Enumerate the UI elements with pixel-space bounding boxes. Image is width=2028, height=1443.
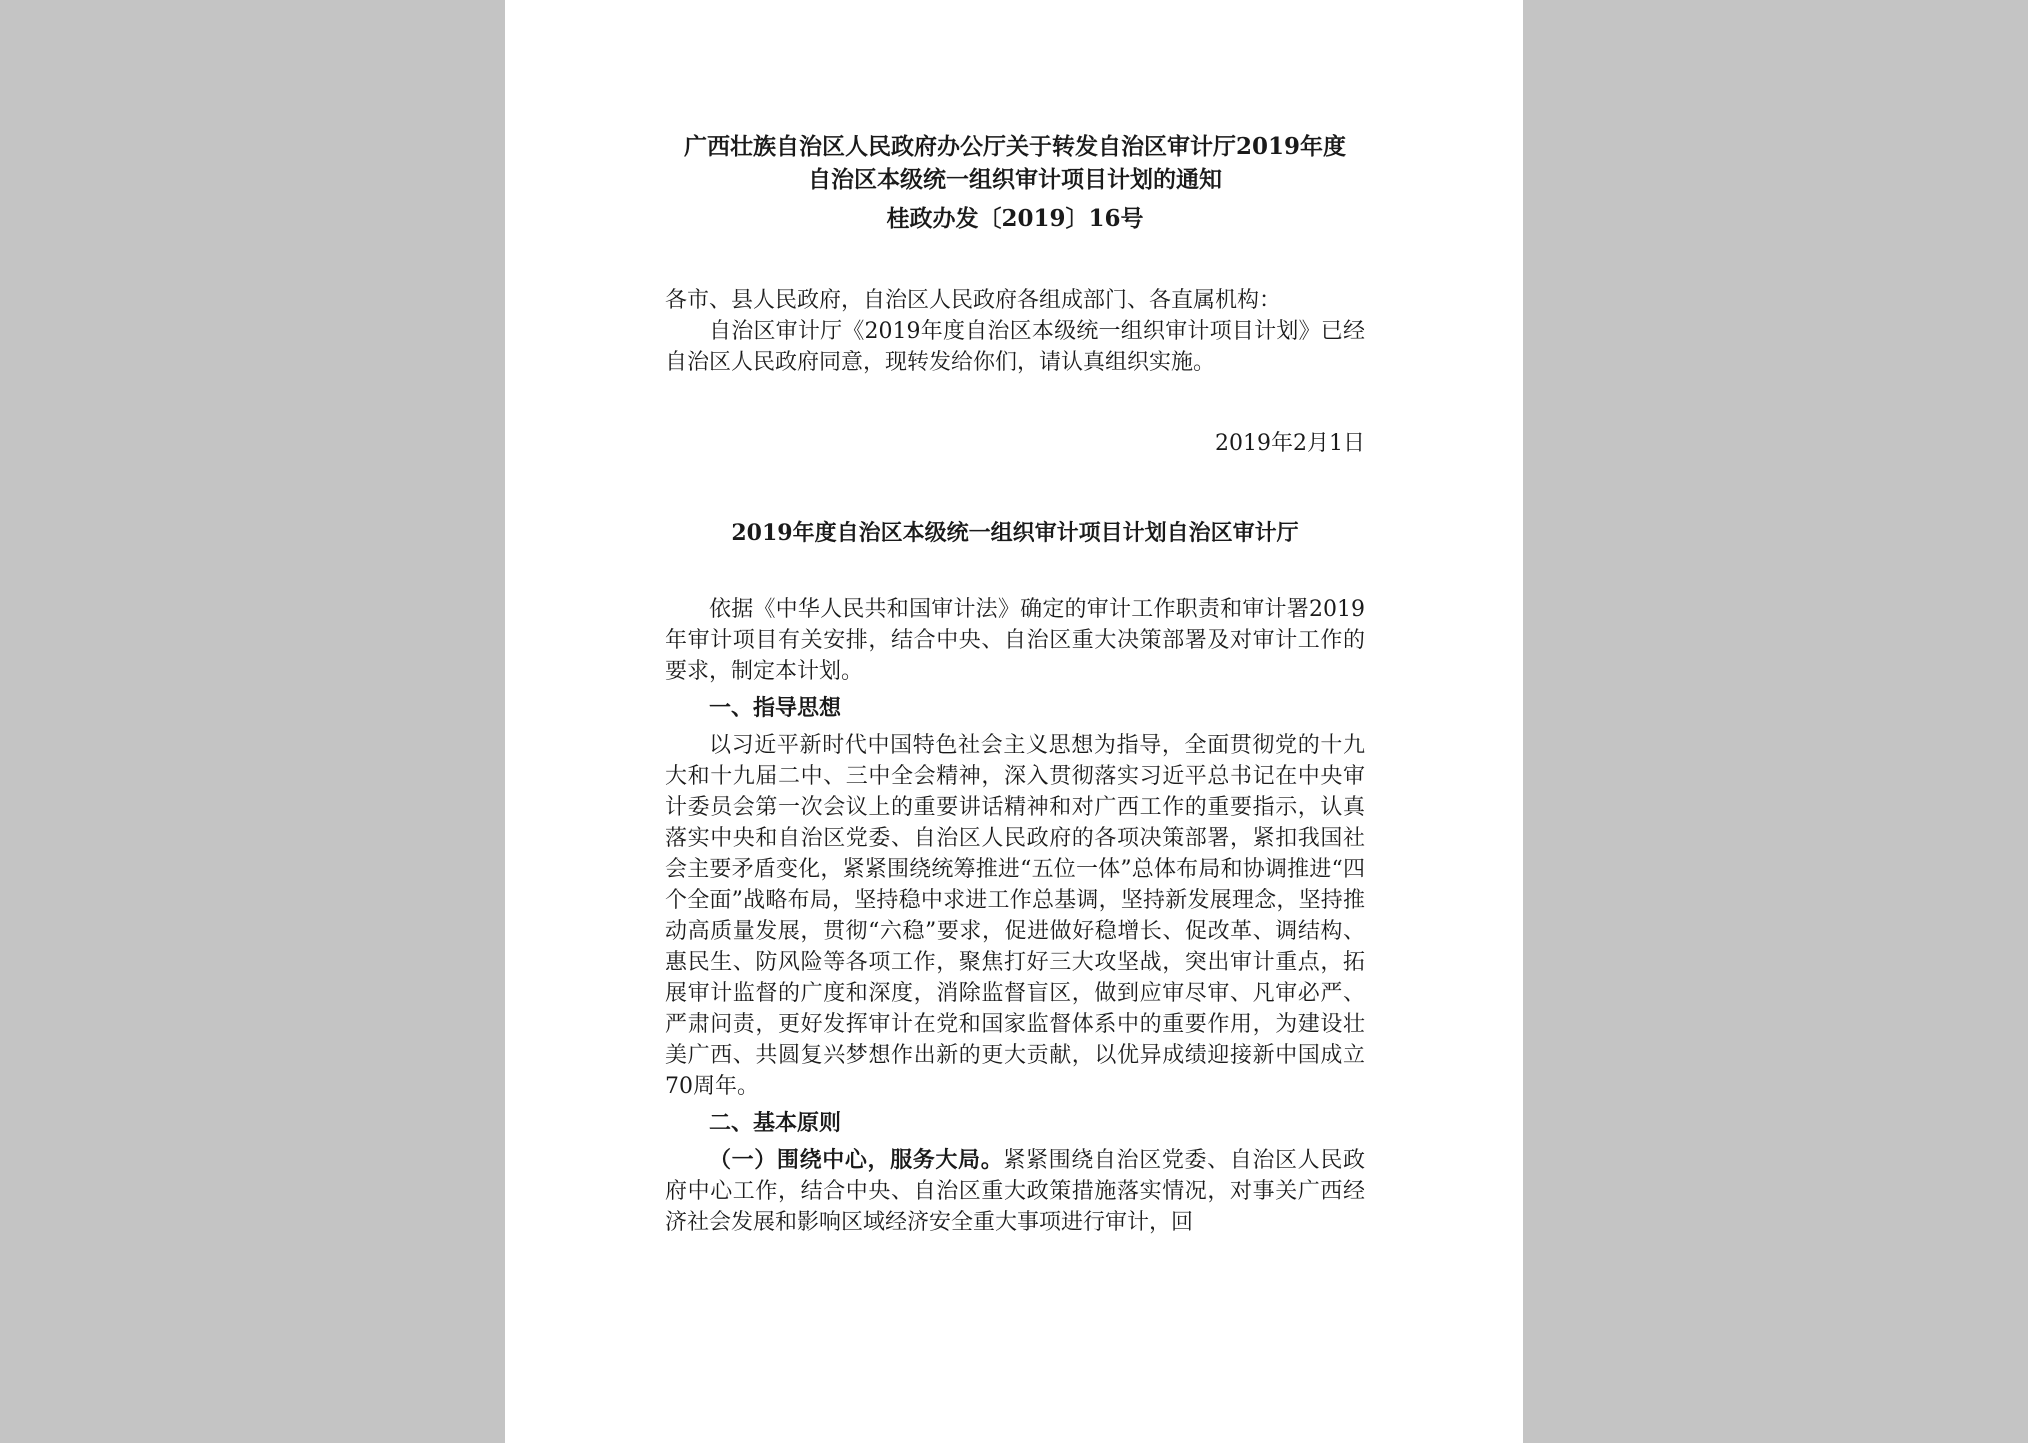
plan-subtitle: 2019年度自治区本级统一组织审计项目计划自治区审计厅 bbox=[731, 520, 1299, 546]
basis-paragraph: 依据《中华人民共和国审计法》确定的审计工作职责和审计署2019年审计项目有关安排，结合中央、自治区重大决策部署及对审计工作的要求，制定本计划。 bbox=[665, 597, 1365, 684]
title-line-1: 广西壮族自治区人民政府办公厅关于转发自治区审计厅2019年度 bbox=[683, 133, 1346, 160]
section-1-heading: 一、指导思想 bbox=[709, 695, 842, 721]
section-1-paragraph: 以习近平新时代中国特色社会主义思想为指导，全面贯彻党的十九大和十九届二中、三中全会精神，深入贯彻落实习近平总书记在中央审计委员会第一次会议上的重要讲话精神和对广西工作的重要指示，认真落实中央和自治区党委、自治区人民政府的各项决策部署，紧扣我国社会主要矛盾变化，紧紧围绕统筹推进“五位一体”总体布局和协调推进“四个全面”战略布局，坚持稳中求进工作总基调，坚持新发展理念，坚持推动高质量发展，贯彻“六稳”要求，促进做好稳增长、促改革、调结构、惠民生、防风险等各项工作，聚焦打好三大攻坚战，突出审计重点，拓展审计监督的广度和深度，消除监督盲区，做到应审尽审、凡审必严、严肃问责，更好发挥审计在党和国家监督体系中的重要作用，为建设壮美广西、共圆复兴梦想作出新的更大贡献，以优异成绩迎接新中国成立70周年。 bbox=[665, 733, 1365, 1099]
issue-date: 2019年2月1日 bbox=[1215, 431, 1365, 456]
salutation: 各市、县人民政府，自治区人民政府各组成部门、各直属机构： bbox=[665, 288, 1282, 313]
title-line-2: 自治区本级统一组织审计项目计划的通知 bbox=[808, 166, 1222, 193]
section-2-item-1-lead: （一）围绕中心，服务大局。 bbox=[709, 1147, 1004, 1173]
document-title bbox=[665, 130, 1365, 196]
section-2-item-1 bbox=[665, 1145, 1365, 1238]
document-content bbox=[665, 130, 1365, 1238]
section-2-heading: 二、基本原则 bbox=[709, 1110, 842, 1136]
document-number: 桂政办发〔2019〕16号 bbox=[886, 205, 1144, 232]
intro-paragraph: 自治区审计厅《2019年度自治区本级统一组织审计项目计划》已经自治区人民政府同意，现转发给你们，请认真组织实施。 bbox=[665, 319, 1365, 375]
section-2-item-1-text: 紧紧围绕自治区党委、自治区人民政府中心工作，结合中央、自治区重大政策措施落实情况，对事关广西经济社会发展和影响区域经济安全重大事项进行审计，回 bbox=[665, 1148, 1365, 1235]
document-page bbox=[505, 0, 1523, 1443]
